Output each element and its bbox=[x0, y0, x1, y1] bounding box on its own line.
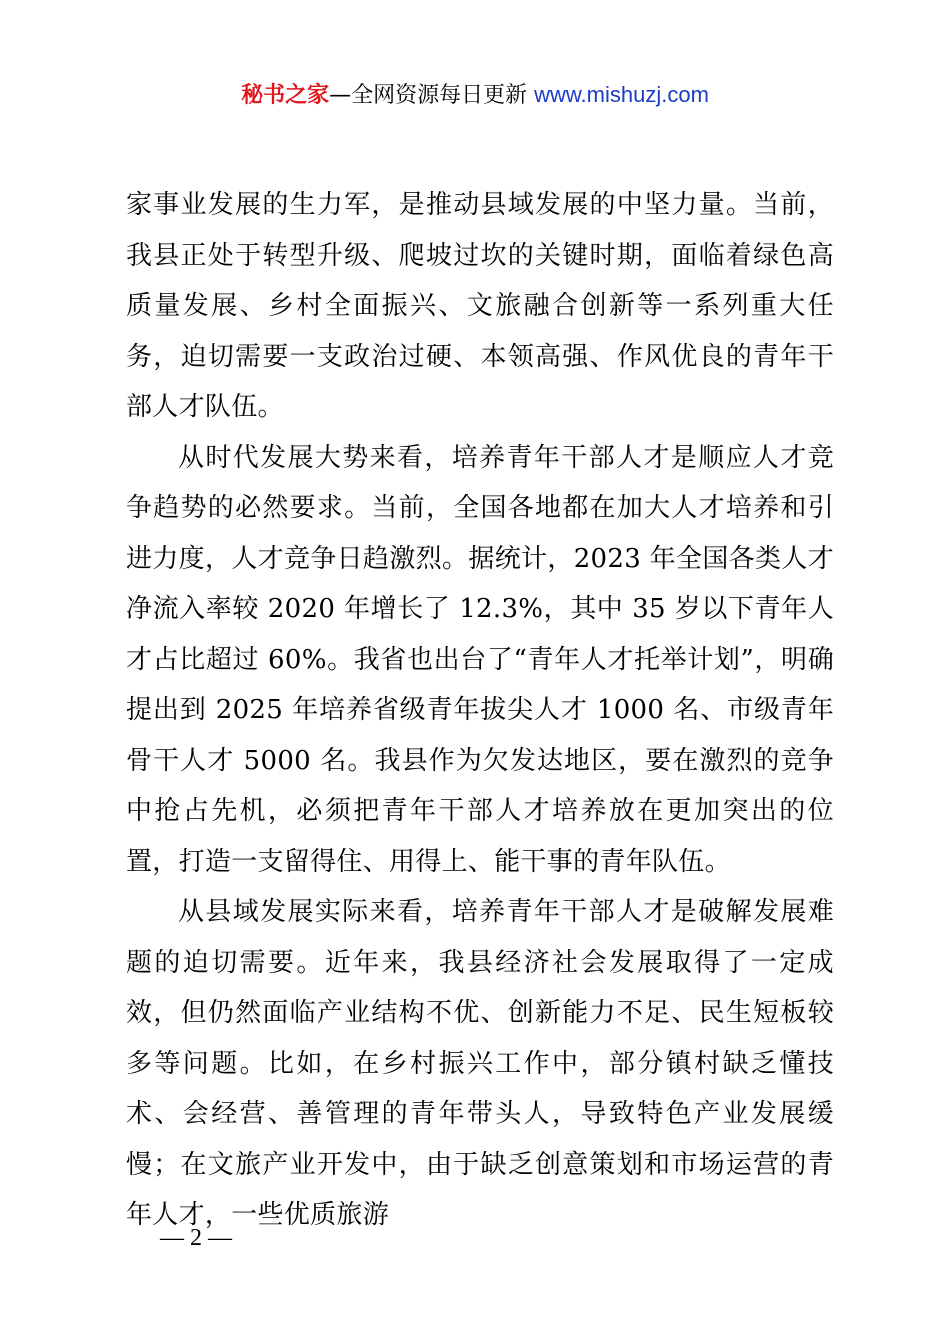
header-tagline: —全网资源每日更新 bbox=[329, 83, 535, 108]
document-body bbox=[126, 180, 834, 1241]
brand-name: 秘书之家 bbox=[241, 83, 330, 108]
site-header bbox=[0, 78, 950, 113]
paragraph-talent-competition: 从时代发展大势来看，培养青年干部人才是顺应人才竞争趋势的必然要求。当前，全国各地都在加大人才培养和引进力度，人才竞争日趋激烈。据统计，2023 年全国各类人才净流入率较 2020 年增长了 12.3%，其中 35 岁以下青年人才占比超过 60%。我省也出台了“青年人才托举计划”，明确提出到 2025 年培养省级青年拔尖人才 1000 名、市级青年骨干人才 5000 名。我县作为欠发达地区，要在激烈的竞争中抢占先机，必须把青年干部人才培养放在更加突出的位置，打造一支留得住、用得上、能干事的青年队伍。 bbox=[126, 442, 834, 877]
site-url-link[interactable]: www.mishuzj.com bbox=[534, 82, 709, 107]
paragraph-county-development: 从县域发展实际来看，培养青年干部人才是破解发展难题的迫切需要。近年来，我县经济社会发展取得了一定成效，但仍然面临产业结构不优、创新能力不足、民生短板较多等问题。比如，在乡村振兴工作中，部分镇村缺乏懂技术、会经营、善管理的青年带头人，导致特色产业发展缓慢；在文旅产业开发中，由于缺乏创意策划和市场运营的青年人才，一些优质旅游 bbox=[126, 897, 834, 1230]
page-number: — 2 — bbox=[160, 1225, 232, 1251]
paragraph-continued: 家事业发展的生力军，是推动县域发展的中坚力量。当前，我县正处于转型升级、爬坡过坎的关键时期，面临着绿色高质量发展、乡村全面振兴、文旅融合创新等一系列重大任务，迫切需要一支政治过硬、本领高强、作风优良的青年干部人才队伍。 bbox=[126, 190, 834, 422]
